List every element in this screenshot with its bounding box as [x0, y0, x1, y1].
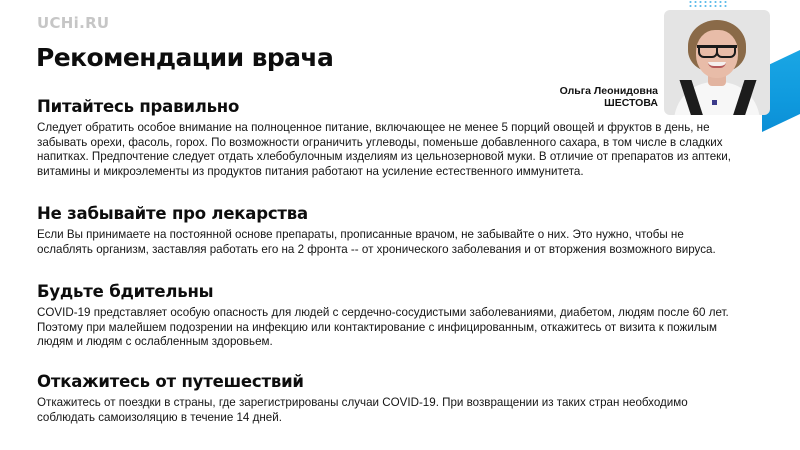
section-travel — [37, 372, 777, 425]
body-line: Если Вы принимаете на постоянной основе препараты, прописанные врачом, не забывайте о них. Это нужно, чтобы не — [37, 228, 684, 241]
section-heading: Питайтесь правильно — [37, 97, 240, 116]
section-vigilance — [37, 282, 777, 350]
section-body — [37, 306, 777, 350]
section-heading: Откажитесь от путешествий — [37, 372, 304, 391]
body-line: COVID-19 представляет особую опасность для людей с сердечно-сосудистыми заболеваниями, диабетом, людям после 60 лет. — [37, 306, 729, 319]
body-line: Откажитесь от поездки в страны, где зарегистрированы случаи COVID-19. При возвращении из таких стран необходимо — [37, 396, 688, 409]
body-line: витамины и микроэлементы из продуктов питания работают на усиление естественного иммунитета. — [37, 164, 584, 178]
body-line: забывать орехи, фасоль, горох. По возможности ограничить углеводы, поменьше добавленного сахара, в том числе в сладких — [37, 135, 723, 149]
body-line: ослаблять организм, заставляя работать его на 2 фронта -- от хронического заболевания и от вторжения возможного вируса. — [37, 242, 716, 256]
body-line: напитках. Предпочтение следует отдать хлебобулочным изделиям из цельнозерновой муки. В отличие от препаратов из аптеки, — [37, 150, 731, 164]
author-last-name: ШЕСТОВА — [604, 97, 658, 109]
decorative-dots-icon — [688, 0, 728, 9]
uchi-logo: UCHi.RU — [37, 14, 110, 32]
section-heading: Будьте бдительны — [37, 282, 214, 301]
body-line: соблюдать самоизоляцию в течение 14 дней. — [37, 410, 282, 424]
body-line: Поэтому при малейшем подозрении на инфекцию или контактирование с инфицированным, откажитесь от визита к пожилым — [37, 320, 717, 334]
author-first-name: Ольга Леонидовна — [559, 85, 658, 97]
body-line: людям и людям с ослабленным здоровьем. — [37, 335, 273, 349]
section-nutrition — [37, 97, 777, 179]
body-line: Следует обратить особое внимание на полноценное питание, включающее не менее 5 порций овощей и фруктов в день, не — [37, 121, 710, 134]
section-body — [37, 121, 777, 179]
page-title: Рекомендации врача — [36, 43, 334, 72]
section-medication — [37, 204, 777, 257]
section-heading: Не забывайте про лекарства — [37, 204, 308, 223]
section-body — [37, 396, 777, 425]
glasses-icon — [697, 45, 737, 54]
section-body — [37, 228, 777, 257]
